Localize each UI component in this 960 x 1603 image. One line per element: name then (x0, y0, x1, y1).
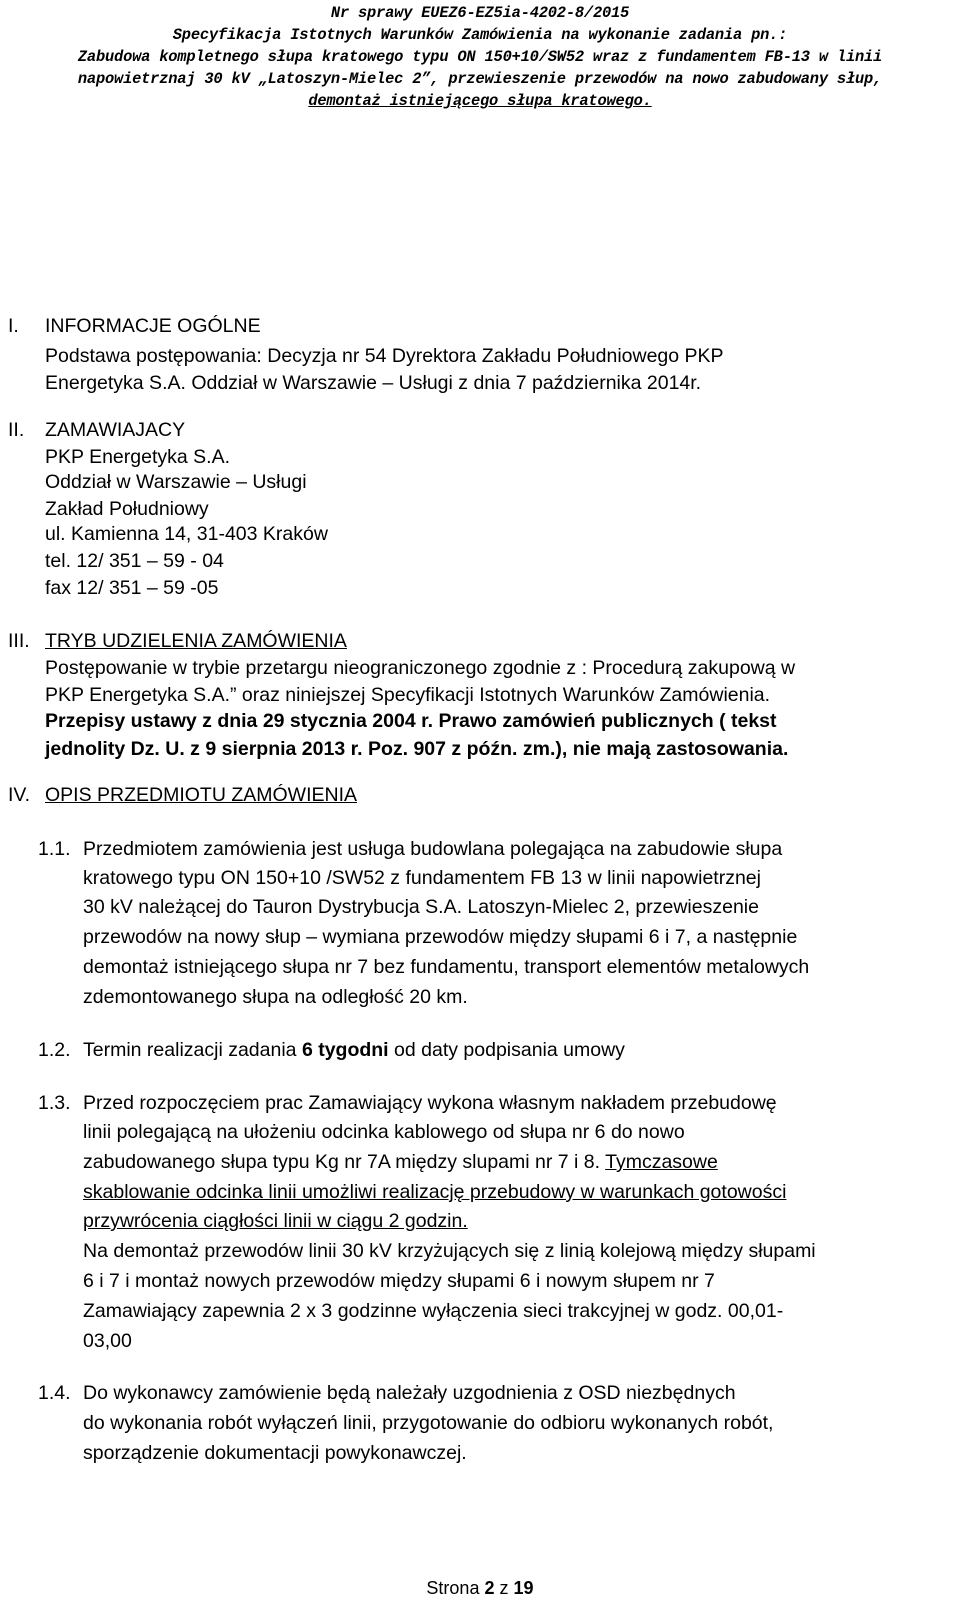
item-text-line: kratowego typu ON 150+10 /SW52 z fundamentem FB 13 w linii napowietrznej (83, 867, 761, 889)
item-text-line: 30 kV należącej do Tauron Dystrybucja S.A. Latoszyn-Mielec 2, przewieszenie (83, 896, 759, 918)
item-text-line: linii polegającą na ułożeniu odcinka kablowego od słupa nr 6 do nowo (83, 1121, 685, 1143)
section-number: III. (8, 630, 30, 652)
section-title: TRYB UDZIELENIA ZAMÓWIENIA (45, 630, 347, 652)
section-text-line: PKP Energetyka S.A.” oraz niniejszej Specyfikacji Istotnych Warunków Zamówienia. (45, 684, 771, 706)
current-page: 2 (484, 1578, 495, 1598)
header-task-line-1: Zabudowa kompletnego słupa kratowego typu ON 150+10/SW52 wraz z fundamentem FB-13 w linii (77, 48, 883, 66)
section-title: ZAMAWIAJACY (45, 419, 186, 441)
header-task-line-3: demontaż istniejącego słupa kratowego. (308, 92, 652, 110)
item-text-line: Na demontaż przewodów linii 30 kV krzyżujących się z linią kolejową między słupami (83, 1240, 816, 1262)
header-task-line-2: napowietrznaj 30 kV „Latoszyn-Mielec 2”, przewieszenie przewodów na nowo zabudowany słup, (77, 70, 883, 88)
item-text-line: przywrócenia ciągłości linii w ciągu 2 godzin. (83, 1210, 468, 1232)
address-line: ul. Kamienna 14, 31-403 Kraków (45, 523, 328, 545)
item-text-line: przewodów na nowy słup – wymiana przewodów między słupami 6 i 7, a następnie (83, 926, 798, 948)
item-text-line: sporządzenie dokumentacji powykonawczej. (83, 1442, 467, 1464)
section-number: II. (8, 419, 25, 441)
item-number: 1.1. (38, 838, 71, 860)
section-number: I. (8, 315, 19, 337)
page-number (0, 1578, 960, 1599)
section-number: IV. (8, 784, 31, 806)
item-text-line (83, 1039, 625, 1062)
address-line: Oddział w Warszawie – Usługi (45, 471, 307, 493)
item-text-line: do wykonania robót wyłączeń linii, przygotowanie do odbioru wykonanych robót, (83, 1412, 774, 1434)
document-header (0, 2, 960, 112)
item-text-line: 03,00 (83, 1330, 132, 1352)
section-text-line: Postępowanie w trybie przetargu nieograniczonego zgodnie z : Procedurą zakupową w (45, 657, 796, 679)
section-title: OPIS PRZEDMIOTU ZAMÓWIENIA (45, 784, 358, 806)
deadline-duration: 6 tygodni (301, 1039, 389, 1061)
page-label: Strona (426, 1578, 480, 1598)
item-number: 1.3. (38, 1092, 71, 1114)
section-text-line: Przepisy ustawy z dnia 29 stycznia 2004 r. Prawo zamówień publicznych ( tekst (45, 710, 777, 732)
fax-number: fax 12/ 351 – 59 -05 (45, 577, 219, 599)
section-text-line: Energetyka S.A. Oddział w Warszawie – Usługi z dnia 7 października 2014r. (45, 372, 702, 394)
item-text-segment: zabudowanego słupa typu Kg nr 7A między slupami nr 7 i 8. (83, 1151, 606, 1173)
item-text-line: demontaż istniejącego słupa nr 7 bez fundamentu, transport elementów metalowych (83, 956, 810, 978)
item-text-line: Zamawiający zapewnia 2 x 3 godzinne wyłączenia sieci trakcyjnej w godz. 00,01- (83, 1300, 784, 1322)
deadline-prefix: Termin realizacji zadania (83, 1039, 302, 1061)
address-line: Zakład Południowy (45, 498, 209, 520)
item-text-line: Przed rozpoczęciem prac Zamawiający wykona własnym nakładem przebudowę (83, 1092, 777, 1114)
item-text-line: Do wykonawcy zamówienie będą należały uzgodnienia z OSD niezbędnych (83, 1382, 736, 1404)
case-number: Nr sprawy EUEZ6-EZ5ia-4202-8/2015 (330, 4, 630, 22)
phone-number: tel. 12/ 351 – 59 - 04 (45, 550, 224, 572)
item-text-line: 6 i 7 i montaż nowych przewodów między słupami 6 i nowym słupem nr 7 (83, 1270, 715, 1292)
total-pages: 19 (513, 1578, 534, 1598)
item-text-line: Przedmiotem zamówienia jest usługa budowlana polegająca na zabudowie słupa (83, 838, 783, 860)
item-text-line: skablowanie odcinka linii umożliwi realizację przebudowy w warunkach gotowości (83, 1181, 787, 1203)
item-number: 1.4. (38, 1382, 71, 1404)
header-spec-title: Specyfikacja Istotnych Warunków Zamówienia na wykonanie zadania pn.: (172, 26, 788, 44)
section-text-line: jednolity Dz. U. z 9 sierpnia 2013 r. Poz. 907 z późn. zm.), nie mają zastosowania. (45, 738, 789, 760)
section-title: INFORMACJE OGÓLNE (45, 315, 261, 337)
item-text-line (83, 1151, 718, 1174)
item-text-underlined: Tymczasowe (605, 1151, 718, 1173)
item-text-line: zdemontowanego słupa na odległość 20 km. (83, 986, 468, 1008)
item-number: 1.2. (38, 1039, 71, 1061)
deadline-suffix: od daty podpisania umowy (388, 1039, 625, 1061)
address-line: PKP Energetyka S.A. (45, 446, 230, 468)
section-text-line: Podstawa postępowania: Decyzja nr 54 Dyrektora Zakładu Południowego PKP (45, 345, 724, 367)
page-separator: z (499, 1578, 509, 1598)
